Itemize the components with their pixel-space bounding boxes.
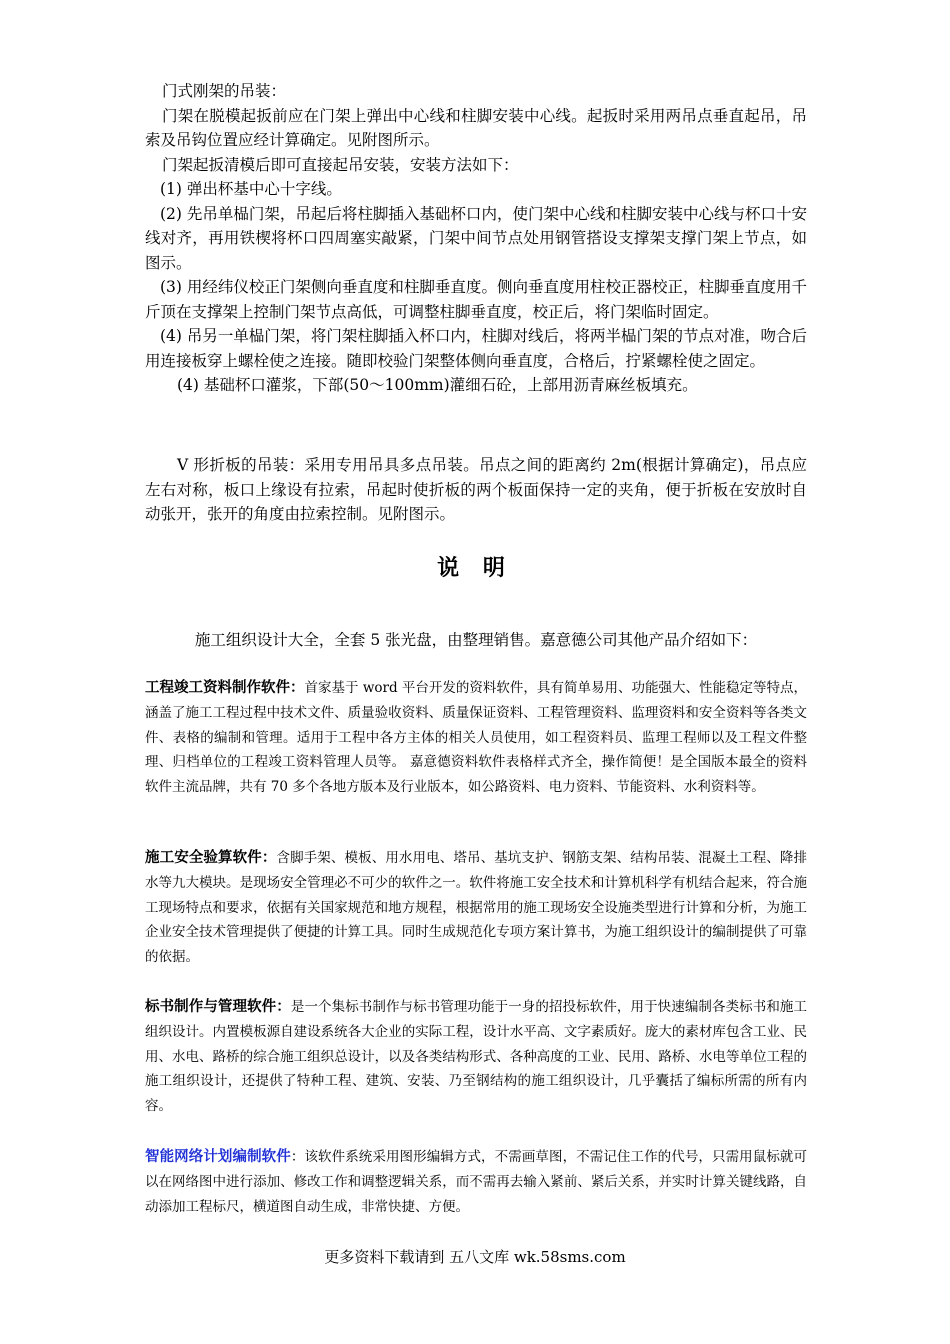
- step-item: (2) 先吊单榀门架，吊起后将柱脚插入基础杯口内，使门架中心线和柱脚安装中心线与杯口十安线对齐，再用铁楔将杯口四周塞实敲紧，门架中间节点处用钢管搭设支撑架支撑门架上节点，如图示。: [145, 204, 807, 272]
- product-heading: 工程竣工资料制作软件：: [145, 680, 305, 696]
- product-item: [145, 676, 807, 800]
- section-v-fold: [145, 453, 807, 527]
- product-description: 是一个集标书制作与标书管理功能于一身的招投标软件，用于快速编制各类标书和施工组织设计。内置模板源自建设系统各大企业的实际工程，设计水平高、文字素质好。庞大的素材库包含工业、民用、水电、路桥的综合施工组织总设计，以及各类结构形式、各种高度的工业、民用、路桥、水电等单位工程的施工组织设计，还提供了特种工程、建筑、安装、乃至钢结构的施工组织设计，几乎囊括了编标所需的所有内容。: [145, 999, 808, 1115]
- intro-text: 施工组织设计大全，全套 5 张光盘，由整理销售。嘉意德公司其他产品介绍如下：: [194, 631, 758, 649]
- product-item: [145, 846, 807, 970]
- step-item: (4) 基础杯口灌浆，下部(50～100mm)灌细石砼，上部用沥青麻丝板填充。: [177, 376, 698, 394]
- product-description: 该软件系统采用图形编辑方式，不需画草图，不需记住工作的代号，只需用鼠标就可以在网络图中进行添加、修改工作和调整逻辑关系，而不需再去输入紧前、紧后关系，并实时计算关键线路，自动添加工程标尺，横道图自动生成，非常快捷、方便。: [145, 1149, 808, 1215]
- product-item: [145, 1145, 807, 1219]
- paragraph-heading: 门式刚架的吊装：: [162, 82, 287, 100]
- product-heading: 施工安全验算软件：: [145, 850, 277, 866]
- paragraph: 门架在脱模起扳前应在门架上弹出中心线和柱脚安装中心线。起扳时采用两吊点垂直起吊，吊索及吊钩位置应经计算确定。见附图所示。: [145, 106, 807, 149]
- step-item: (1) 弹出杯基中心十字线。: [160, 180, 342, 198]
- step-item: (3) 用经纬仪校正门架侧向垂直度和柱脚垂直度。侧向垂直度用柱校正器校正，柱脚垂直度用千斤顶在支撑架上控制门架节点高低，可调整柱脚垂直度，校正后，将门架临时固定。: [145, 278, 807, 321]
- product-description: 首家基于 word 平台开发的资料软件，具有简单易用、功能强大、性能稳定等特点，涵盖了施工工程过程中技术文件、质量验收资料、质量保证资料、工程管理资料、监理资料和安全资料等各类文件、表格的编制和管理。适用于工程中各方主体的相关人员使用，如工程资料员、监理工程师以及工程文件整理、归档单位的工程竣工资料管理人员等。 嘉意德资料软件表格样式齐全，操作简便！是全国版本最全的资料软件主流品牌，共有 70 多个各地方版本及行业版本，如公路资料、电力资料、节能资料、水利资料等。: [145, 680, 807, 796]
- step-item: (4) 吊另一单榀门架，将门架柱脚插入杯口内，柱脚对线后，将两半榀门架的节点对准，吻合后用连接板穿上螺栓使之连接。随即校验门架整体侧向垂直度，合格后，拧紧螺栓使之固定。: [145, 327, 807, 370]
- product-heading-separator: ：: [290, 1149, 305, 1165]
- product-item: [145, 995, 807, 1119]
- product-description: 含脚手架、模板、用水用电、塔吊、基坑支护、钢筋支架、结构吊装、混凝土工程、降排水等九大模块。是现场安全管理必不可少的软件之一。软件将施工安全技术和计算机科学有机结合起来，符合施工现场特点和要求，依据有关国家规范和地方规程，根据常用的施工现场安全设施类型进行计算和分析，为施工企业安全技术管理提供了便捷的计算工具。同时生成规范化专项方案计算书，为施工组织设计的编制提供了可靠的依据。: [145, 850, 808, 966]
- paragraph: V 形折板的吊装：采用专用吊具多点吊装。吊点之间的距离约 2m(根据计算确定)，吊点应左右对称，板口上缘设有拉索，吊起时使折板的两个板面保持一定的夹角，便于折板在安放时自动张开，张开的角度由拉索控制。见附图示。: [145, 456, 807, 523]
- product-heading-link[interactable]: 智能网络计划编制软件: [145, 1149, 291, 1165]
- product-heading: 标书制作与管理软件：: [145, 999, 291, 1015]
- page-title: 说 明: [437, 556, 513, 581]
- footer-text: 更多资料下载请到 五八文库 wk.58sms.com: [324, 1248, 626, 1266]
- paragraph: 门架起扳清模后即可直接起吊安装，安装方法如下：: [162, 155, 519, 174]
- section-portal-frame: [145, 79, 807, 398]
